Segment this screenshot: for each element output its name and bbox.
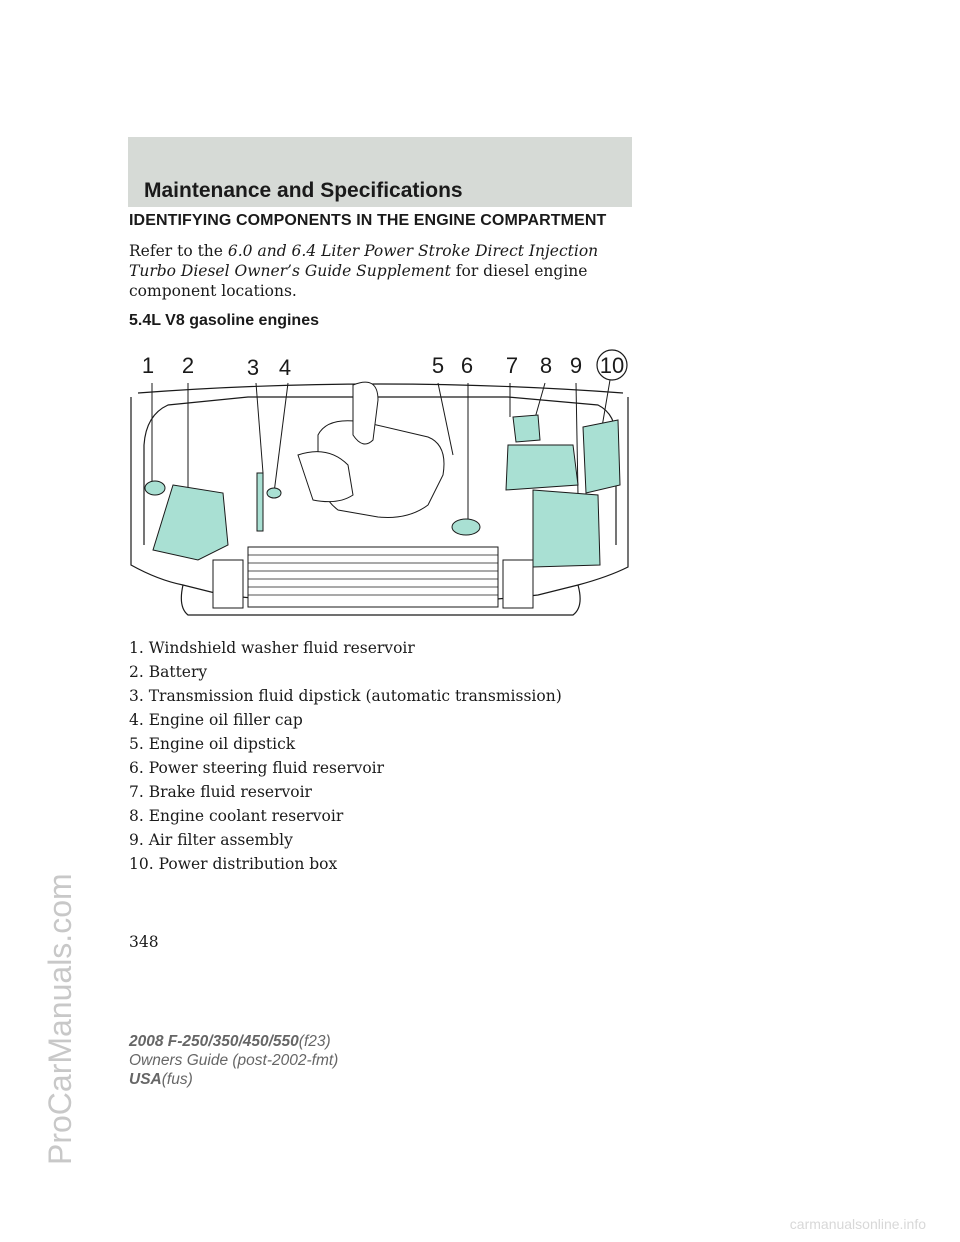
- footer-line-3: [129, 1070, 338, 1089]
- washer-reservoir-shape: [145, 481, 165, 495]
- legend-item: 5. Engine oil dipstick: [129, 735, 296, 753]
- callout-numbers: [142, 350, 627, 380]
- footer-model-code: (f23): [298, 1033, 331, 1050]
- document-footer: [129, 1032, 338, 1089]
- engine-compartment-diagram: [128, 345, 632, 623]
- brake-fluid-reservoir-shape: [513, 415, 540, 442]
- intro-reference-title: 6.0 and 6.4 Liter Power Stroke Direct Injection Turbo Diesel Owner’s Guide Supplement: [129, 242, 599, 280]
- legend-item: 10. Power distribution box: [129, 855, 338, 873]
- coolant-reservoir-shape: [506, 445, 578, 490]
- component-legend: [129, 638, 562, 878]
- header-band: [128, 137, 632, 207]
- engine-block: [298, 382, 444, 517]
- callout-7: 7: [505, 353, 519, 378]
- power-distribution-box-shape: [583, 420, 620, 493]
- callout-1: 1: [141, 353, 155, 378]
- callout-10: 10: [599, 353, 625, 378]
- bottom-watermark: carmanualsonline.info: [789, 1216, 926, 1232]
- callout-9: 9: [569, 353, 583, 378]
- footer-market-code: (fus): [161, 1071, 193, 1088]
- intro-suffix: for diesel engine component locations.: [129, 262, 588, 300]
- footer-line-2: Owners Guide (post-2002-fmt): [129, 1052, 339, 1069]
- legend-item: 8. Engine coolant reservoir: [129, 807, 344, 825]
- intro-paragraph: [129, 241, 629, 301]
- battery-shape: [153, 485, 228, 560]
- legend-item: 2. Battery: [129, 663, 208, 681]
- engine-subheading: 5.4L V8 gasoline engines: [129, 312, 319, 329]
- footer-line-1: [129, 1032, 338, 1051]
- callout-4: 4: [278, 355, 292, 380]
- legend-item: 3. Transmission fluid dipstick (automatic transmission): [129, 687, 562, 705]
- air-filter-shape: [533, 490, 600, 567]
- trans-dipstick-shape: [257, 473, 263, 531]
- intro-prefix: Refer to the: [129, 242, 228, 260]
- footer-model: 2008 F-250/350/450/550: [129, 1033, 299, 1050]
- radiator: [213, 547, 533, 608]
- legend-item: 7. Brake fluid reservoir: [129, 783, 312, 801]
- callout-6: 6: [460, 353, 474, 378]
- footer-market: USA: [129, 1071, 162, 1088]
- callout-3: 3: [246, 355, 260, 380]
- legend-item: 6. Power steering fluid reservoir: [129, 759, 385, 777]
- oil-filler-cap-shape: [267, 488, 281, 498]
- section-heading: IDENTIFYING COMPONENTS IN THE ENGINE COMPARTMENT: [129, 212, 607, 229]
- legend-item: 1. Windshield washer fluid reservoir: [129, 639, 415, 657]
- legend-item: 4. Engine oil filler cap: [129, 711, 303, 729]
- power-steering-reservoir-shape: [452, 519, 480, 535]
- callout-2: 2: [181, 353, 195, 378]
- callout-8: 8: [539, 353, 553, 378]
- callout-5: 5: [431, 353, 445, 378]
- page-title: Maintenance and Specifications: [144, 179, 463, 202]
- side-watermark: ProCarManuals.com: [42, 873, 78, 1165]
- legend-item: 9. Air filter assembly: [129, 831, 293, 849]
- page-number: 348: [129, 933, 159, 951]
